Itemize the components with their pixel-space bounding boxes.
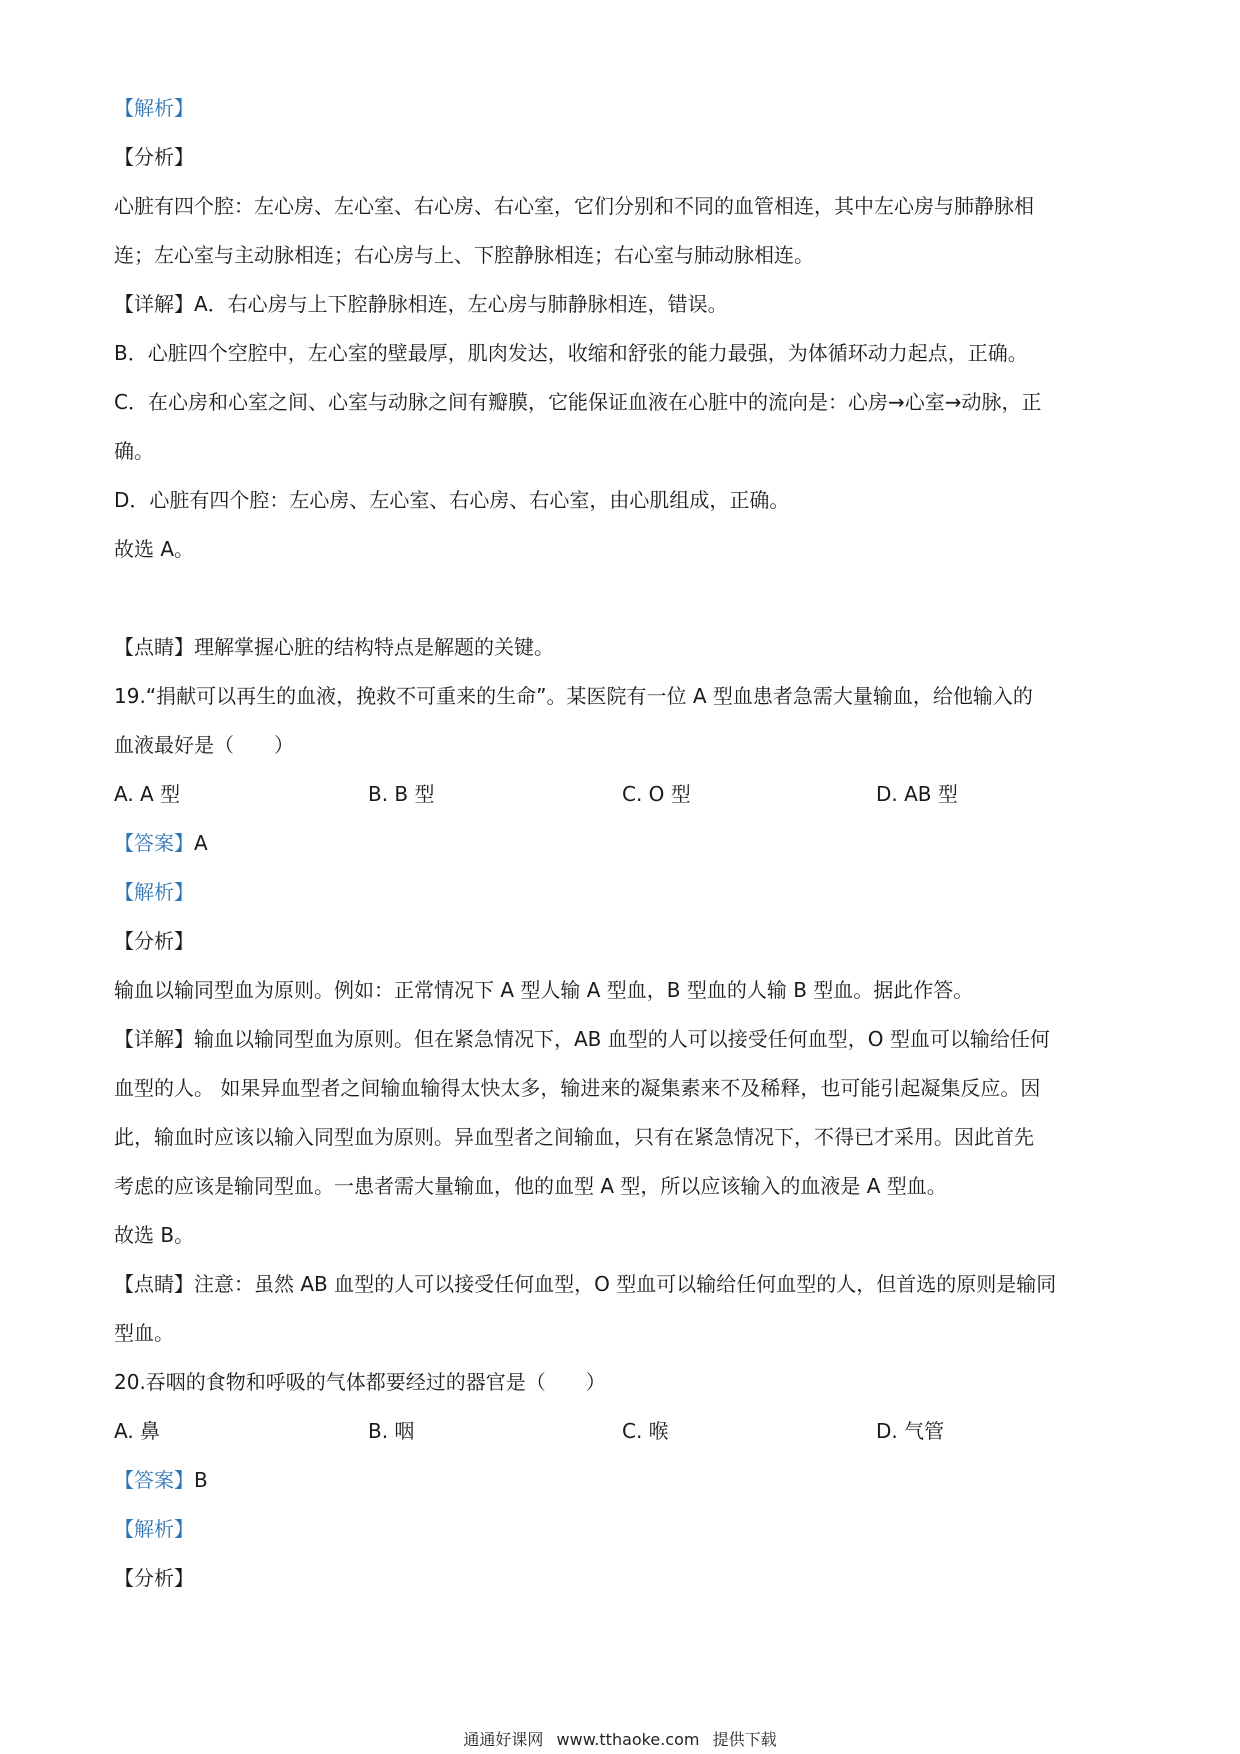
answer-choice: 故选 B。 <box>114 1223 195 1247</box>
footer-url[interactable]: www.tthaoke.com <box>556 1730 700 1749</box>
option-d: D. 气管 <box>876 1419 945 1443</box>
option-a: A. A 型 <box>114 782 181 806</box>
tip-text: 理解掌握心脏的结构特点是解题的关键。 <box>194 635 554 659</box>
footer-download: 提供下载 <box>712 1730 777 1749</box>
tag-dianjing: 【点睛】 <box>114 635 194 659</box>
detail-text: 输血以输同型血为原则。但在紧急情况下，AB 血型的人可以接受任何血型，O 型血可以输给任何 <box>194 1027 1050 1051</box>
tip-line: 型血。 <box>114 1321 174 1345</box>
option-c: C. 喉 <box>622 1419 669 1443</box>
tag-xiangjie: 【详解】 <box>114 292 194 316</box>
option-row <box>114 782 1134 806</box>
option-d: D. AB 型 <box>876 782 958 806</box>
answer-line <box>114 1468 1134 1492</box>
question-stem: 血液最好是（ ） <box>114 733 294 757</box>
tag-dianjing: 【点睛】 <box>114 1272 194 1296</box>
tip-line <box>114 1272 1134 1296</box>
tag-xiangjie: 【详解】 <box>114 1027 194 1051</box>
option-b: B. B 型 <box>368 782 435 806</box>
detail-line <box>114 292 1134 316</box>
detail-line: C．在心房和心室之间、心室与动脉之间有瓣膜，它能保证血液在心脏中的流向是：心房→心室→动脉，正 <box>114 390 1042 414</box>
analysis-line: 连；左心室与主动脉相连；右心房与上、下腔静脉相连；右心室与肺动脉相连。 <box>114 243 814 267</box>
tag-daan: 【答案】 <box>114 831 194 855</box>
document-page <box>114 96 1134 1615</box>
detail-line: D．心脏有四个腔：左心房、左心室、右心房、右心室，由心肌组成，正确。 <box>114 488 790 512</box>
option-row <box>114 1419 1134 1443</box>
question-stem: 20.吞咽的食物和呼吸的气体都要经过的器官是（ ） <box>114 1370 606 1394</box>
tag-jiexi: 【解析】 <box>114 880 194 904</box>
option-b: B. 咽 <box>368 1419 415 1443</box>
detail-line: 此，输血时应该以输入同型血为原则。异血型者之间输血，只有在紧急情况下，不得已才采用。因此首先 <box>114 1125 1034 1149</box>
analysis-line: 心脏有四个腔：左心房、左心室、右心房、右心室，它们分别和不同的血管相连，其中左心房与肺静脉相 <box>114 194 1034 218</box>
tag-daan: 【答案】 <box>114 1468 194 1492</box>
answer-line <box>114 831 1134 855</box>
detail-line: 血型的人。 如果异血型者之间输血输得太快太多，输进来的凝集素来不及稀释，也可能引起凝集反应。因 <box>114 1076 1041 1100</box>
tag-jiexi: 【解析】 <box>114 96 194 120</box>
analysis-line: 输血以输同型血为原则。例如：正常情况下 A 型人输 A 型血，B 型血的人输 B 型血。据此作答。 <box>114 978 974 1002</box>
tag-fenxi: 【分析】 <box>114 145 194 169</box>
detail-line: 确。 <box>114 439 154 463</box>
footer-site-name: 通通好课网 <box>463 1730 544 1749</box>
detail-line: 考虑的应该是输同型血。一患者需大量输血，他的血型 A 型，所以应该输入的血液是 A 型血。 <box>114 1174 947 1198</box>
answer-value: B <box>194 1468 208 1492</box>
tip-text: 注意：虽然 AB 血型的人可以接受任何血型，O 型血可以输给任何血型的人，但首选的原则是输同 <box>194 1272 1057 1296</box>
option-a: A. 鼻 <box>114 1419 161 1443</box>
detail-line <box>114 1027 1134 1051</box>
question-stem: 19.“捐献可以再生的血液，挽救不可重来的生命”。某医院有一位 A 型血患者急需大量输血，给他输入的 <box>114 684 1033 708</box>
tag-jiexi: 【解析】 <box>114 1517 194 1541</box>
tip-line <box>114 635 1134 659</box>
tag-fenxi: 【分析】 <box>114 1566 194 1590</box>
option-c: C. O 型 <box>622 782 691 806</box>
page-footer <box>0 1730 1240 1750</box>
answer-value: A <box>194 831 208 855</box>
detail-text: A．右心房与上下腔静脉相连，左心房与肺静脉相连，错误。 <box>194 292 728 316</box>
answer-choice: 故选 A。 <box>114 537 195 561</box>
tag-fenxi: 【分析】 <box>114 929 194 953</box>
detail-line: B．心脏四个空腔中，左心室的壁最厚，肌肉发达，收缩和舒张的能力最强，为体循环动力起点，正确。 <box>114 341 1028 365</box>
